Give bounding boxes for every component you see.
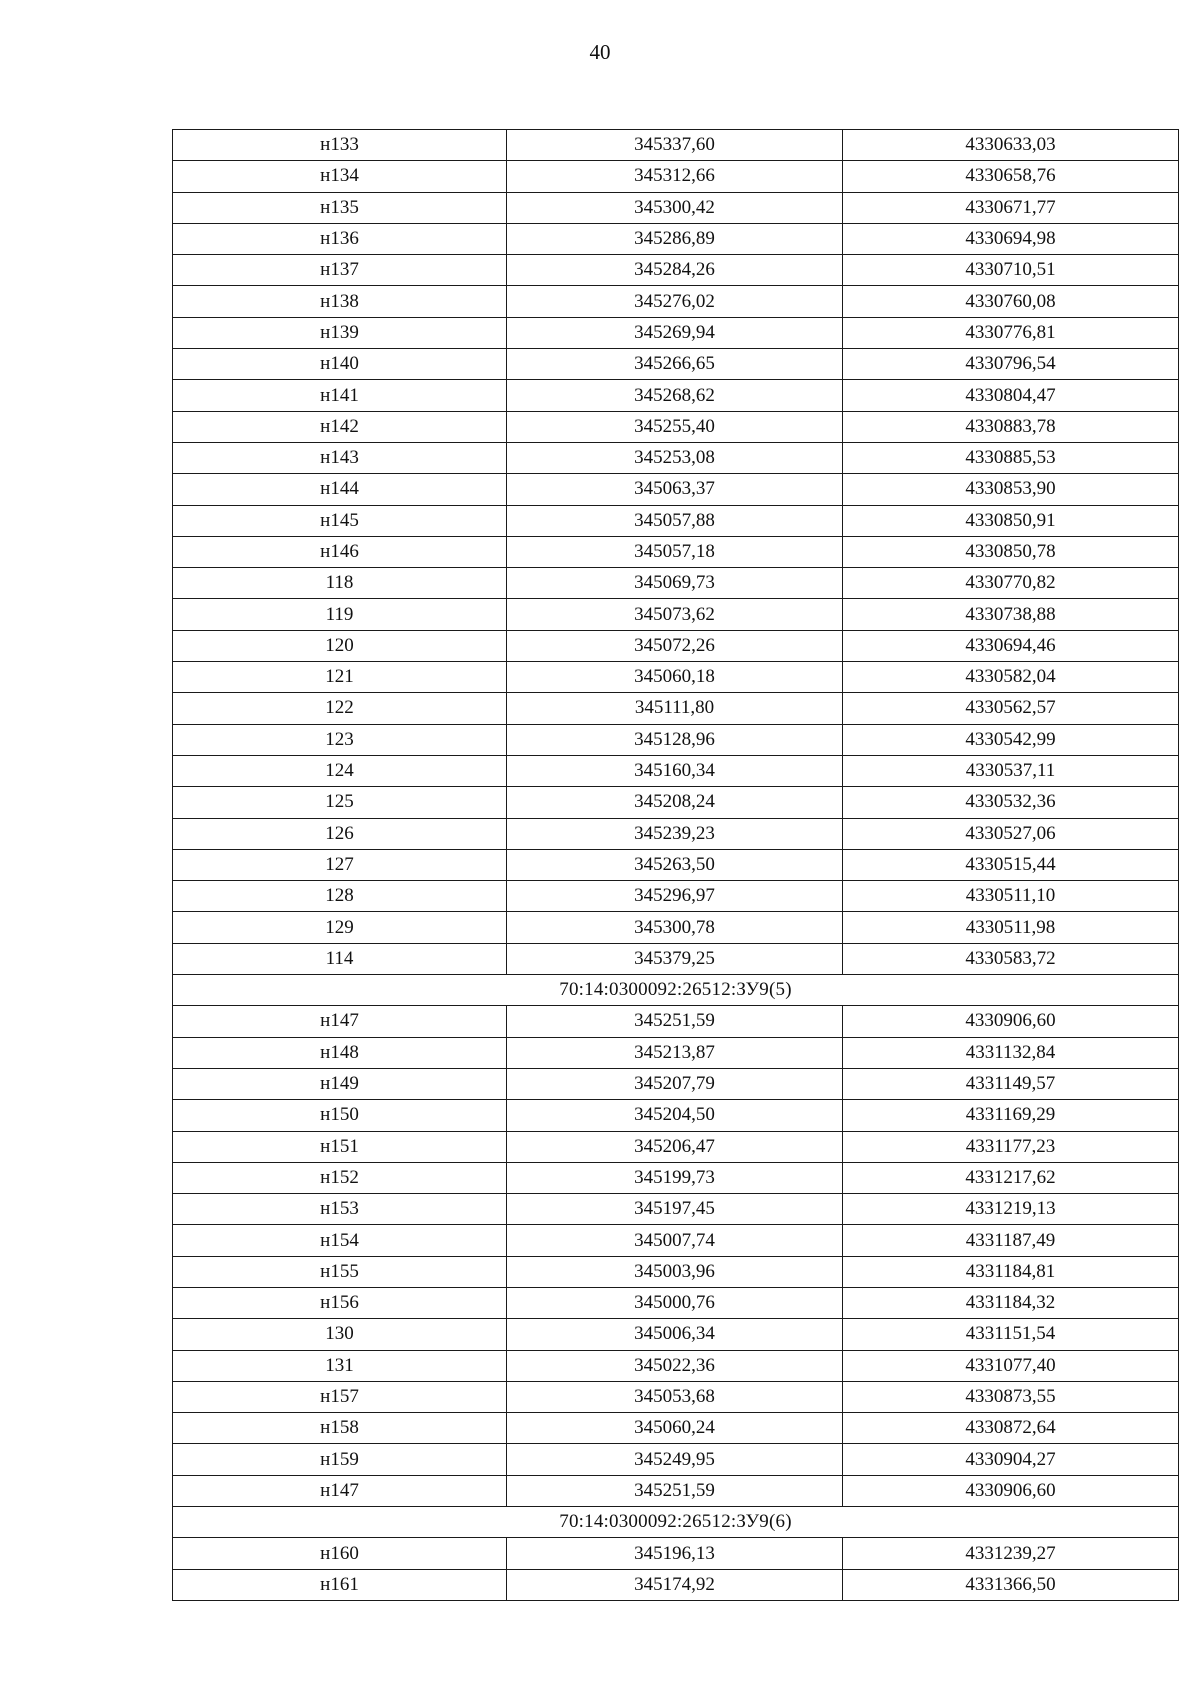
x-coordinate-cell: 345337,60 (507, 130, 843, 161)
table-row (173, 1225, 1179, 1256)
x-coordinate-cell: 345007,74 (507, 1225, 843, 1256)
x-coordinate-cell: 345196,13 (507, 1538, 843, 1569)
x-coordinate-cell: 345268,62 (507, 380, 843, 411)
table-row (173, 568, 1179, 599)
table-row (173, 662, 1179, 693)
point-number-cell: 123 (173, 724, 507, 755)
point-number-cell: н157 (173, 1381, 507, 1412)
x-coordinate-cell: 345206,47 (507, 1131, 843, 1162)
point-number-cell: н145 (173, 505, 507, 536)
table-row (173, 1538, 1179, 1569)
y-coordinate-cell: 4330511,98 (843, 912, 1179, 943)
x-coordinate-cell: 345208,24 (507, 787, 843, 818)
x-coordinate-cell: 345213,87 (507, 1037, 843, 1068)
table-row (173, 1068, 1179, 1099)
table-row (173, 255, 1179, 286)
x-coordinate-cell: 345251,59 (507, 1006, 843, 1037)
point-number-cell: н158 (173, 1413, 507, 1444)
point-number-cell: н144 (173, 474, 507, 505)
table-row (173, 1037, 1179, 1068)
table-row (173, 1444, 1179, 1475)
point-number-cell: 121 (173, 662, 507, 693)
y-coordinate-cell: 4330671,77 (843, 192, 1179, 223)
x-coordinate-cell: 345199,73 (507, 1162, 843, 1193)
x-coordinate-cell: 345022,36 (507, 1350, 843, 1381)
section-header-row (173, 975, 1179, 1006)
table-row (173, 223, 1179, 254)
point-number-cell: н137 (173, 255, 507, 286)
x-coordinate-cell: 345276,02 (507, 286, 843, 317)
y-coordinate-cell: 4330760,08 (843, 286, 1179, 317)
table-row (173, 1100, 1179, 1131)
x-coordinate-cell: 345300,78 (507, 912, 843, 943)
table-row (173, 1006, 1179, 1037)
y-coordinate-cell: 4331151,54 (843, 1319, 1179, 1350)
x-coordinate-cell: 345060,18 (507, 662, 843, 693)
y-coordinate-cell: 4330872,64 (843, 1413, 1179, 1444)
point-number-cell: н139 (173, 317, 507, 348)
point-number-cell: н155 (173, 1256, 507, 1287)
x-coordinate-cell: 345251,59 (507, 1475, 843, 1506)
y-coordinate-cell: 4330885,53 (843, 442, 1179, 473)
point-number-cell: 122 (173, 693, 507, 724)
table-row (173, 1413, 1179, 1444)
y-coordinate-cell: 4330906,60 (843, 1475, 1179, 1506)
y-coordinate-cell: 4330527,06 (843, 818, 1179, 849)
table-row (173, 630, 1179, 661)
point-number-cell: н149 (173, 1068, 507, 1099)
x-coordinate-cell: 345072,26 (507, 630, 843, 661)
y-coordinate-cell: 4330542,99 (843, 724, 1179, 755)
table-row (173, 1319, 1179, 1350)
point-number-cell: н136 (173, 223, 507, 254)
table-row (173, 849, 1179, 880)
coordinates-table-body (173, 130, 1179, 1601)
coordinates-table (172, 129, 1179, 1601)
x-coordinate-cell: 345057,18 (507, 536, 843, 567)
x-coordinate-cell: 345006,34 (507, 1319, 843, 1350)
y-coordinate-cell: 4331149,57 (843, 1068, 1179, 1099)
y-coordinate-cell: 4330776,81 (843, 317, 1179, 348)
table-row (173, 787, 1179, 818)
y-coordinate-cell: 4331187,49 (843, 1225, 1179, 1256)
y-coordinate-cell: 4330583,72 (843, 943, 1179, 974)
x-coordinate-cell: 345057,88 (507, 505, 843, 536)
table-row (173, 505, 1179, 536)
table-row (173, 380, 1179, 411)
x-coordinate-cell: 345197,45 (507, 1194, 843, 1225)
point-number-cell: н133 (173, 130, 507, 161)
point-number-cell: н146 (173, 536, 507, 567)
y-coordinate-cell: 4330873,55 (843, 1381, 1179, 1412)
y-coordinate-cell: 4330904,27 (843, 1444, 1179, 1475)
table-row (173, 442, 1179, 473)
table-row (173, 286, 1179, 317)
table-row (173, 1131, 1179, 1162)
point-number-cell: н148 (173, 1037, 507, 1068)
y-coordinate-cell: 4331077,40 (843, 1350, 1179, 1381)
x-coordinate-cell: 345266,65 (507, 349, 843, 380)
point-number-cell: н152 (173, 1162, 507, 1193)
point-number-cell: 129 (173, 912, 507, 943)
table-row (173, 1287, 1179, 1318)
point-number-cell: 118 (173, 568, 507, 599)
x-coordinate-cell: 345263,50 (507, 849, 843, 880)
table-row (173, 818, 1179, 849)
y-coordinate-cell: 4331217,62 (843, 1162, 1179, 1193)
point-number-cell: 130 (173, 1319, 507, 1350)
table-row (173, 1475, 1179, 1506)
x-coordinate-cell: 345174,92 (507, 1569, 843, 1600)
point-number-cell: 125 (173, 787, 507, 818)
point-number-cell: 120 (173, 630, 507, 661)
y-coordinate-cell: 4330853,90 (843, 474, 1179, 505)
point-number-cell: 127 (173, 849, 507, 880)
x-coordinate-cell: 345312,66 (507, 161, 843, 192)
table-row (173, 599, 1179, 630)
y-coordinate-cell: 4331219,13 (843, 1194, 1179, 1225)
y-coordinate-cell: 4330532,36 (843, 787, 1179, 818)
x-coordinate-cell: 345073,62 (507, 599, 843, 630)
point-number-cell: н161 (173, 1569, 507, 1600)
y-coordinate-cell: 4330658,76 (843, 161, 1179, 192)
point-number-cell: н153 (173, 1194, 507, 1225)
point-number-cell: 114 (173, 943, 507, 974)
table-row (173, 130, 1179, 161)
x-coordinate-cell: 345063,37 (507, 474, 843, 505)
y-coordinate-cell: 4330537,11 (843, 755, 1179, 786)
point-number-cell: н154 (173, 1225, 507, 1256)
x-coordinate-cell: 345160,34 (507, 755, 843, 786)
table-row (173, 724, 1179, 755)
point-number-cell: н160 (173, 1538, 507, 1569)
x-coordinate-cell: 345296,97 (507, 881, 843, 912)
y-coordinate-cell: 4331239,27 (843, 1538, 1179, 1569)
section-header-row (173, 1507, 1179, 1538)
x-coordinate-cell: 345204,50 (507, 1100, 843, 1131)
table-row (173, 755, 1179, 786)
y-coordinate-cell: 4330582,04 (843, 662, 1179, 693)
table-row (173, 349, 1179, 380)
x-coordinate-cell: 345239,23 (507, 818, 843, 849)
x-coordinate-cell: 345253,08 (507, 442, 843, 473)
table-row (173, 411, 1179, 442)
x-coordinate-cell: 345249,95 (507, 1444, 843, 1475)
point-number-cell: н140 (173, 349, 507, 380)
point-number-cell: н135 (173, 192, 507, 223)
table-row (173, 474, 1179, 505)
y-coordinate-cell: 4331184,81 (843, 1256, 1179, 1287)
point-number-cell: 119 (173, 599, 507, 630)
table-row (173, 161, 1179, 192)
page-number: 40 (589, 40, 611, 64)
table-row (173, 693, 1179, 724)
point-number-cell: н159 (173, 1444, 507, 1475)
x-coordinate-cell: 345284,26 (507, 255, 843, 286)
y-coordinate-cell: 4330694,98 (843, 223, 1179, 254)
point-number-cell: н141 (173, 380, 507, 411)
table-row (173, 1350, 1179, 1381)
y-coordinate-cell: 4331132,84 (843, 1037, 1179, 1068)
table-row (173, 1381, 1179, 1412)
point-number-cell: 131 (173, 1350, 507, 1381)
x-coordinate-cell: 345300,42 (507, 192, 843, 223)
y-coordinate-cell: 4330883,78 (843, 411, 1179, 442)
y-coordinate-cell: 4330770,82 (843, 568, 1179, 599)
y-coordinate-cell: 4330694,46 (843, 630, 1179, 661)
point-number-cell: н147 (173, 1475, 507, 1506)
point-number-cell: 124 (173, 755, 507, 786)
y-coordinate-cell: 4331169,29 (843, 1100, 1179, 1131)
table-row (173, 881, 1179, 912)
point-number-cell: 126 (173, 818, 507, 849)
table-row (173, 943, 1179, 974)
y-coordinate-cell: 4330850,91 (843, 505, 1179, 536)
point-number-cell: н150 (173, 1100, 507, 1131)
table-row (173, 1162, 1179, 1193)
y-coordinate-cell: 4331177,23 (843, 1131, 1179, 1162)
table-row (173, 192, 1179, 223)
y-coordinate-cell: 4330562,57 (843, 693, 1179, 724)
x-coordinate-cell: 345379,25 (507, 943, 843, 974)
x-coordinate-cell: 345069,73 (507, 568, 843, 599)
x-coordinate-cell: 345060,24 (507, 1413, 843, 1444)
x-coordinate-cell: 345111,80 (507, 693, 843, 724)
table-row (173, 1194, 1179, 1225)
y-coordinate-cell: 4330738,88 (843, 599, 1179, 630)
point-number-cell: н151 (173, 1131, 507, 1162)
y-coordinate-cell: 4331366,50 (843, 1569, 1179, 1600)
x-coordinate-cell: 345003,96 (507, 1256, 843, 1287)
point-number-cell: н147 (173, 1006, 507, 1037)
section-title: 70:14:0300092:26512:ЗУ9(6) (173, 1507, 1179, 1538)
y-coordinate-cell: 4330710,51 (843, 255, 1179, 286)
table-row (173, 1256, 1179, 1287)
y-coordinate-cell: 4330850,78 (843, 536, 1179, 567)
point-number-cell: н138 (173, 286, 507, 317)
y-coordinate-cell: 4330796,54 (843, 349, 1179, 380)
y-coordinate-cell: 4330633,03 (843, 130, 1179, 161)
point-number-cell: 128 (173, 881, 507, 912)
point-number-cell: н134 (173, 161, 507, 192)
x-coordinate-cell: 345255,40 (507, 411, 843, 442)
x-coordinate-cell: 345000,76 (507, 1287, 843, 1318)
x-coordinate-cell: 345128,96 (507, 724, 843, 755)
y-coordinate-cell: 4330804,47 (843, 380, 1179, 411)
point-number-cell: н142 (173, 411, 507, 442)
y-coordinate-cell: 4330906,60 (843, 1006, 1179, 1037)
table-row (173, 317, 1179, 348)
table-row (173, 536, 1179, 567)
point-number-cell: н143 (173, 442, 507, 473)
table-row (173, 912, 1179, 943)
table-row (173, 1569, 1179, 1600)
y-coordinate-cell: 4330515,44 (843, 849, 1179, 880)
x-coordinate-cell: 345269,94 (507, 317, 843, 348)
x-coordinate-cell: 345207,79 (507, 1068, 843, 1099)
section-title: 70:14:0300092:26512:ЗУ9(5) (173, 975, 1179, 1006)
x-coordinate-cell: 345053,68 (507, 1381, 843, 1412)
y-coordinate-cell: 4330511,10 (843, 881, 1179, 912)
point-number-cell: н156 (173, 1287, 507, 1318)
x-coordinate-cell: 345286,89 (507, 223, 843, 254)
y-coordinate-cell: 4331184,32 (843, 1287, 1179, 1318)
